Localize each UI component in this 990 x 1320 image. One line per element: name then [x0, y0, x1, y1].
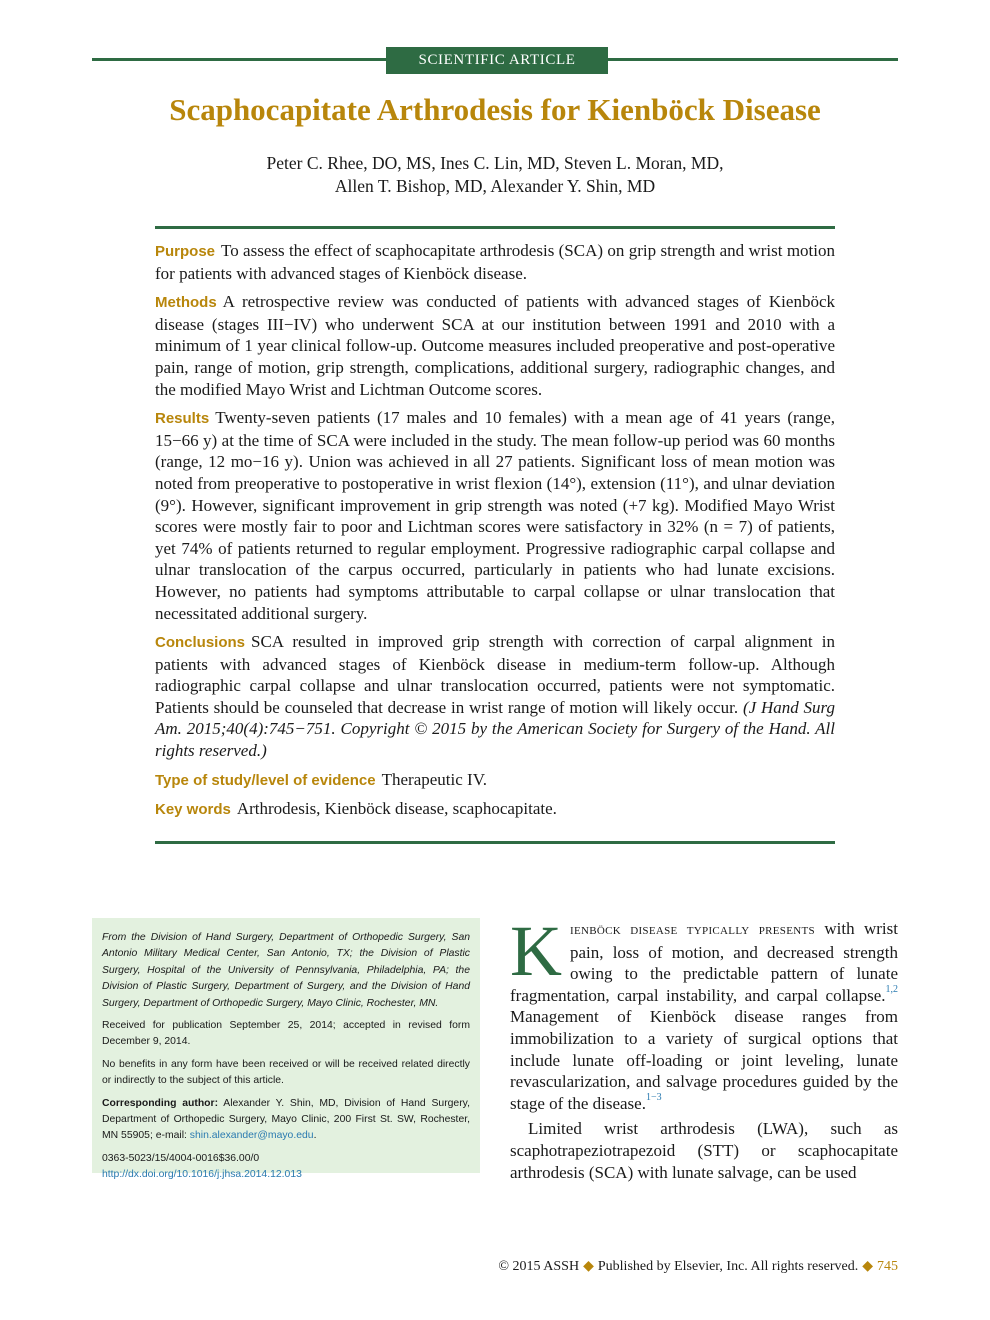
methods-label: Methods — [155, 294, 217, 312]
lead-in: ienböck disease typically presents — [570, 922, 815, 938]
corresponding-author — [102, 1096, 470, 1145]
abstract-keywords — [155, 798, 835, 821]
abstract-study-type — [155, 769, 835, 792]
abstract-results — [155, 407, 835, 624]
abstract-top-rule — [155, 226, 835, 229]
abstract-purpose — [155, 240, 835, 284]
corresponding-text: Alexander Y. Shin, MD, Division of Hand Surgery, Department of Orthopedic Surgery, Mayo Clinic, 200 First St. SW, Rochester, MN 55905; e-mail: — [102, 1097, 470, 1142]
bullet-icon: ◆ — [862, 1259, 873, 1274]
body-column — [510, 911, 898, 1187]
conclusions-label: Conclusions — [155, 634, 246, 652]
citation: (J Hand Surg Am. 2015;40(4):745−751. Copyright © 2015 by the American Society for Surgery of the Hand. All rights reserved.) — [155, 697, 836, 761]
study-type-text: Therapeutic IV. — [381, 769, 488, 789]
para1-text-b: Management of Kienböck disease ranges from immobilization to a variety of surgical options that include lunate off-loading or joint leveling, lunate revascularization, and salvage procedures guided by the stage of the disease. — [510, 1007, 898, 1113]
reference-link-1[interactable]: 1,2 — [885, 983, 898, 995]
article-title: Scaphocapitate Arthrodesis for Kienböck Disease — [169, 92, 821, 127]
bullet-icon: ◆ — [583, 1259, 594, 1274]
purpose-text: To assess the effect of scaphocapitate arthrodesis (SCA) on grip strength and wrist motion for patients with advanced stages of Kienböck disease. — [155, 241, 835, 283]
footnote-box — [92, 918, 480, 1181]
publisher: Published by Elsevier, Inc. All rights reserved. — [597, 1259, 859, 1274]
issn-doi — [102, 1151, 470, 1184]
author-list — [150, 152, 840, 198]
para1-text-a: with wrist pain, loss of motion, and decreased strength owing to the predictable pattern of lunate fragmentation, carpal instability, and carpal collapse. — [510, 919, 898, 1005]
reference-link-2[interactable]: 1−3 — [645, 1091, 662, 1103]
copyright: © 2015 ASSH — [498, 1259, 580, 1274]
keywords-label: Key words — [155, 801, 231, 819]
abstract — [155, 240, 835, 828]
methods-text: A retrospective review was conducted of patients with advanced stages of Kienböck disease (stages III−IV) who underwent SCA at our institution between 1991 and 2010 with a minimum of 1 year clinical follow-up. Outcome measures included preoperative and post-operative pain, range of motion, grip strength, complications, additional surgery, radiographic changes, and the modified Mayo Wrist and Lichtman Outcome scores. — [155, 292, 835, 399]
received-note: Received for publication September 25, 2014; accepted in revised form December 9, 2014. — [102, 1020, 470, 1048]
body-paragraph-2: Limited wrist arthrodesis (LWA), such as scaphotrapeziotrapezoid (STT) or scaphocapitate arthrodesis (SCA) with lunate salvage, can be used — [510, 1119, 898, 1182]
page-number: 745 — [877, 1259, 898, 1274]
corresponding-label: Corresponding author: — [102, 1097, 219, 1109]
authors-line-1: Peter C. Rhee, DO, MS, Ines C. Lin, MD, Steven L. Moran, MD, — [266, 153, 724, 173]
abstract-bottom-rule — [155, 841, 835, 844]
section-tag: SCIENTIFIC ARTICLE — [386, 47, 608, 74]
purpose-label: Purpose — [155, 243, 216, 260]
results-label: Results — [155, 410, 210, 428]
issn: 0363-5023/15/4004-0016$36.00/0 — [102, 1152, 260, 1164]
authors-line-2: Allen T. Bishop, MD, Alexander Y. Shin, MD — [334, 176, 656, 196]
email-link[interactable]: shin.alexander@mayo.edu — [189, 1130, 314, 1142]
benefits-note: No benefits in any form have been received or will be received related directly or indirectly to the subject of this article. — [102, 1058, 470, 1087]
drop-cap: K — [510, 911, 562, 991]
body-paragraph-1 — [510, 911, 898, 1114]
page-footer — [480, 1258, 898, 1275]
conclusions-text: SCA resulted in improved grip strength with correction of carpal alignment in patients with advanced stages of Kienböck disease in medium-term follow-up. Although radiographic carpal collapse and ulnar translocation occurred, patients were not symptomatic. Patients should be counseled that decrease in wrist range of motion will likely occur. — [155, 632, 835, 717]
abstract-conclusions — [155, 631, 835, 762]
doi-link[interactable]: http://dx.doi.org/10.1016/j.jhsa.2014.12.013 — [102, 1169, 302, 1181]
results-text: Twenty-seven patients (17 males and 10 females) with a mean age of 41 years (range, 15−66 y) at the time of SCA were included in the study. The mean follow-up period was 60 months (range, 12 mo−16 y). Union was achieved in all 27 patients. Significant loss of mean motion was noted from preoperative to postoperative in wrist flexion (14°), extension (11°), and ulnar deviation (9°). However, significant improvement in grip strength was noted (+7 kg). Modified Mayo Wrist scores were mostly fair to poor and Lichtman scores were satisfactory in 32% (n = 7) of patients, yet 74% of patients returned to regular employment. Progressive radiographic carpal collapse and ulnar translocation of the carpus occurred, particularly in patients who had lunate excisions. However, no patients had symptoms attributable to carpal collapse or ulnar translocation that necessitated additional surgery. — [155, 408, 835, 623]
abstract-methods — [155, 291, 835, 400]
affiliation-note: From the Division of Hand Surgery, Department of Orthopedic Surgery, San Antonio Military Medical Center, San Antonio, TX; the Division of Plastic Surgery, Hospital of the University of Pennsylvania, Philadelphia, PA; the Division of Plastic Surgery, Department of Surgery, and the Division of Hand Surgery, Department of Orthopedic Surgery, Mayo Clinic, Rochester, MN. — [102, 932, 470, 1009]
email-suffix: . — [313, 1130, 317, 1142]
study-type-label: Type of study/level of evidence — [155, 771, 376, 789]
keywords-text: Arthrodesis, Kienböck disease, scaphocapitate. — [236, 799, 557, 819]
